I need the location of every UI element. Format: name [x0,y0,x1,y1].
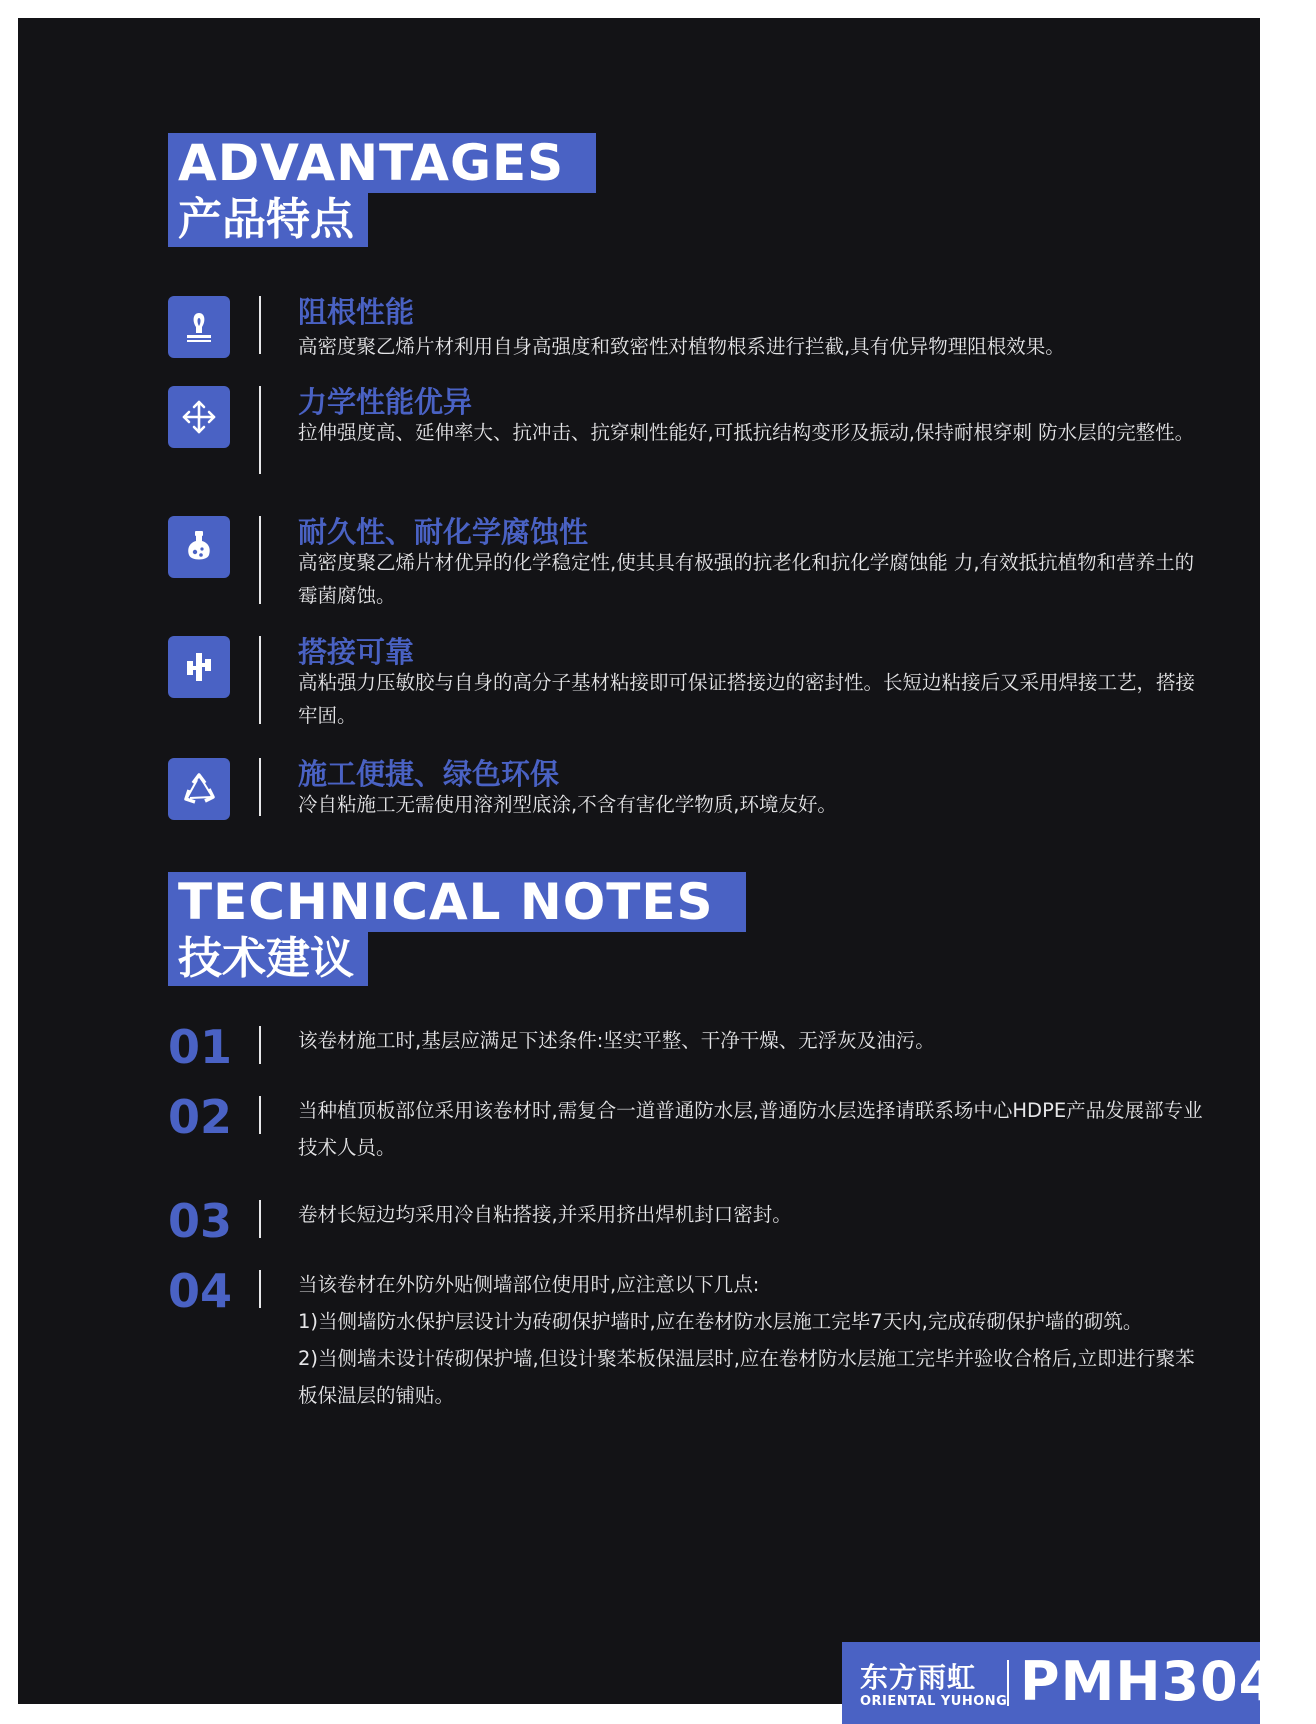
advantages-heading-cn: 产品特点 [168,193,368,247]
note-desc [298,1266,1203,1414]
divider-bar [259,516,261,604]
divider-bar [259,1096,261,1134]
divider-bar [259,758,261,816]
note-line: 该卷材施工时,基层应满足下述条件:坚实平整、干净干燥、无浮灰及油污。 [298,1029,935,1052]
note-line: 当种植顶板部位采用该卷材时,需复合一道普通防水层,普通防水层选择请联系场中心HDPE产品发展部专业技术人员。 [298,1099,1203,1159]
note-number: 04 [168,1264,233,1318]
divider-bar [259,386,261,474]
divider-bar [259,296,261,354]
advantage-desc: 高密度聚乙烯片材利用自身高强度和致密性对植物根系进行拦截,具有优异物理阻根效果。 [298,335,1065,358]
note-desc [298,1092,1203,1166]
brand-name-en: ORIENTAL YUHONG [860,1694,1008,1709]
advantage-title: 力学性能优异 [298,385,473,419]
advantage-desc: 高粘强力压敏胶与自身的高分子基材粘接即可保证搭接边的密封性。长短边粘接后又采用焊接工艺，搭接牢固。 [298,671,1196,727]
note-desc [298,1022,1203,1059]
move-arrows-icon [168,386,230,448]
advantage-desc: 冷自粘施工无需使用溶剂型底涂,不含有害化学物质,环境友好。 [298,793,837,816]
note-line: 当该卷材在外防外贴侧墙部位使用时,应注意以下几点: [298,1273,760,1296]
divider-bar [259,636,261,724]
chemical-flask-icon [168,516,230,578]
note-number: 03 [168,1194,233,1248]
note-line: 1)当侧墙防水保护层设计为砖砌保护墙时,应在卷材防水层施工完毕7天内,完成砖砌保护墙的砌筑。 [298,1310,1143,1333]
overlap-joint-icon [168,636,230,698]
note-line: 卷材长短边均采用冷自粘搭接,并采用挤出焊机封口密封。 [298,1203,792,1226]
advantage-desc: 高密度聚乙烯片材优异的化学稳定性,使其具有极强的抗老化和抗化学腐蚀能 力,有效抵抗植物和营养土的霉菌腐蚀。 [298,551,1195,607]
advantage-title: 施工便捷、绿色环保 [298,757,560,791]
advantages-heading [168,133,596,247]
technical-heading-en: TECHNICAL NOTES [168,872,746,932]
advantages-heading-en: ADVANTAGES [168,133,596,193]
brand-footer [842,1642,1316,1724]
note-line: 2)当侧墙未设计砖砌保护墙,但设计聚苯板保温层时,应在卷材防水层施工完毕并验收合格后,立即进行聚苯板保温层的铺贴。 [298,1347,1195,1407]
advantage-title: 搭接可靠 [298,635,415,669]
recycle-icon [168,758,230,820]
technical-heading-cn: 技术建议 [168,932,368,986]
divider-bar [259,1026,261,1064]
note-number: 02 [168,1090,233,1144]
divider-bar [259,1270,261,1308]
brand-name-cn: 东方雨虹 [860,1661,977,1694]
root-barrier-icon [168,296,230,358]
note-number: 01 [168,1020,233,1074]
brand-divider [1007,1660,1009,1706]
technical-heading [168,872,746,986]
advantage-title: 耐久性、耐化学腐蚀性 [298,515,589,549]
divider-bar [259,1200,261,1238]
datasheet-page [18,18,1316,1713]
advantage-desc: 拉伸强度高、延伸率大、抗冲击、抗穿刺性能好,可抵抗结构变形及振动,保持耐根穿刺 防水层的完整性。 [298,421,1195,444]
advantage-title: 阻根性能 [298,295,415,329]
note-desc [298,1196,1203,1233]
product-model: PMH3041 [1020,1650,1316,1713]
